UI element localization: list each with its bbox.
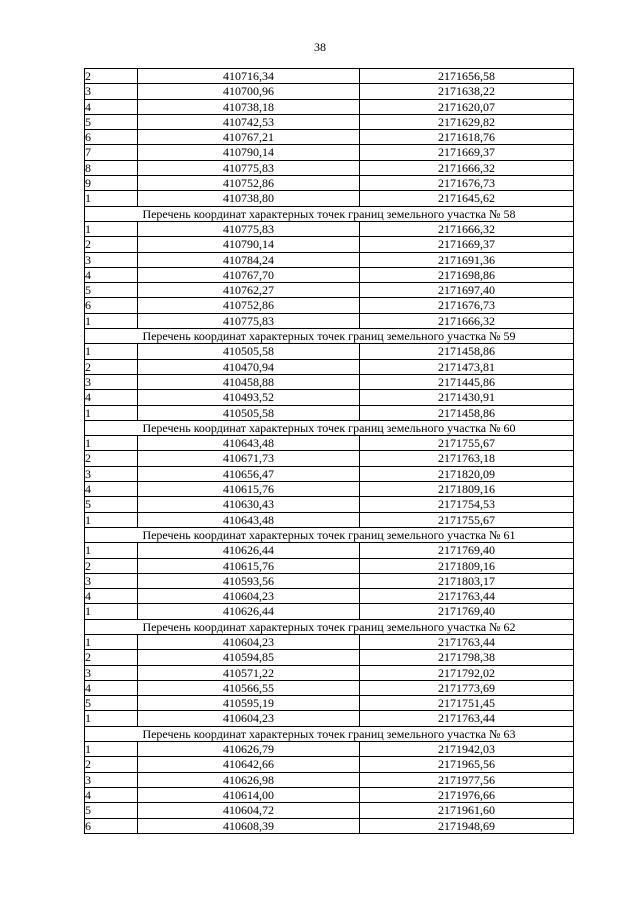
x-coordinate-cell: 410626,44 xyxy=(138,543,360,558)
point-number-cell: 1 xyxy=(85,191,138,206)
point-number-cell: 2 xyxy=(85,359,138,374)
x-coordinate-cell: 410790,14 xyxy=(138,237,360,252)
table-row xyxy=(85,145,574,160)
point-number-cell: 2 xyxy=(85,650,138,665)
x-coordinate-cell: 410566,55 xyxy=(138,680,360,695)
y-coordinate-cell: 2171809,16 xyxy=(360,482,574,497)
point-number-cell: 3 xyxy=(85,374,138,389)
x-coordinate-cell: 410790,14 xyxy=(138,145,360,160)
point-number-cell: 1 xyxy=(85,313,138,328)
x-coordinate-cell: 410594,85 xyxy=(138,650,360,665)
table-row xyxy=(85,84,574,99)
x-coordinate-cell: 410656,47 xyxy=(138,466,360,481)
section-heading: Перечень координат характерных точек границ земельного участка № 59 xyxy=(85,329,574,344)
point-number-cell: 1 xyxy=(85,742,138,757)
table-row xyxy=(85,680,574,695)
x-coordinate-cell: 410493,52 xyxy=(138,390,360,405)
table-row xyxy=(85,283,574,298)
x-coordinate-cell: 410615,76 xyxy=(138,482,360,497)
table-row xyxy=(85,298,574,313)
point-number-cell: 6 xyxy=(85,818,138,833)
x-coordinate-cell: 410604,23 xyxy=(138,589,360,604)
table-row xyxy=(85,451,574,466)
point-number-cell: 3 xyxy=(85,772,138,787)
point-number-cell: 1 xyxy=(85,543,138,558)
x-coordinate-cell: 410775,83 xyxy=(138,160,360,175)
table-row xyxy=(85,634,574,649)
x-coordinate-cell: 410630,43 xyxy=(138,497,360,512)
y-coordinate-cell: 2171691,36 xyxy=(360,252,574,267)
x-coordinate-cell: 410767,21 xyxy=(138,130,360,145)
section-heading: Перечень координат характерных точек границ земельного участка № 63 xyxy=(85,726,574,741)
y-coordinate-cell: 2171763,18 xyxy=(360,451,574,466)
y-coordinate-cell: 2171976,66 xyxy=(360,787,574,802)
x-coordinate-cell: 410505,58 xyxy=(138,405,360,420)
point-number-cell: 4 xyxy=(85,589,138,604)
section-heading: Перечень координат характерных точек границ земельного участка № 61 xyxy=(85,527,574,542)
y-coordinate-cell: 2171977,56 xyxy=(360,772,574,787)
y-coordinate-cell: 2171698,86 xyxy=(360,267,574,282)
x-coordinate-cell: 410742,53 xyxy=(138,114,360,129)
table-row xyxy=(85,374,574,389)
x-coordinate-cell: 410593,56 xyxy=(138,573,360,588)
y-coordinate-cell: 2171629,82 xyxy=(360,114,574,129)
y-coordinate-cell: 2171666,32 xyxy=(360,313,574,328)
table-row xyxy=(85,99,574,114)
y-coordinate-cell: 2171961,60 xyxy=(360,803,574,818)
section-heading-row xyxy=(85,206,574,221)
x-coordinate-cell: 410775,83 xyxy=(138,313,360,328)
y-coordinate-cell: 2171445,86 xyxy=(360,374,574,389)
table-row xyxy=(85,742,574,757)
point-number-cell: 4 xyxy=(85,390,138,405)
table-row xyxy=(85,757,574,772)
table-row xyxy=(85,803,574,818)
x-coordinate-cell: 410604,23 xyxy=(138,634,360,649)
table-row xyxy=(85,221,574,236)
x-coordinate-cell: 410762,27 xyxy=(138,283,360,298)
x-coordinate-cell: 410752,86 xyxy=(138,176,360,191)
table-row xyxy=(85,482,574,497)
y-coordinate-cell: 2171948,69 xyxy=(360,818,574,833)
point-number-cell: 7 xyxy=(85,145,138,160)
x-coordinate-cell: 410738,80 xyxy=(138,191,360,206)
point-number-cell: 8 xyxy=(85,160,138,175)
x-coordinate-cell: 410752,86 xyxy=(138,298,360,313)
coordinates-table-body xyxy=(85,69,574,834)
y-coordinate-cell: 2171769,40 xyxy=(360,604,574,619)
section-heading: Перечень координат характерных точек границ земельного участка № 58 xyxy=(85,206,574,221)
section-heading-row xyxy=(85,726,574,741)
x-coordinate-cell: 410784,24 xyxy=(138,252,360,267)
x-coordinate-cell: 410775,83 xyxy=(138,221,360,236)
y-coordinate-cell: 2171754,53 xyxy=(360,497,574,512)
x-coordinate-cell: 410571,22 xyxy=(138,665,360,680)
table-row xyxy=(85,252,574,267)
table-row xyxy=(85,390,574,405)
y-coordinate-cell: 2171666,32 xyxy=(360,160,574,175)
point-number-cell: 1 xyxy=(85,436,138,451)
table-row xyxy=(85,359,574,374)
x-coordinate-cell: 410614,00 xyxy=(138,787,360,802)
x-coordinate-cell: 410505,58 xyxy=(138,344,360,359)
point-number-cell: 5 xyxy=(85,803,138,818)
table-row xyxy=(85,160,574,175)
point-number-cell: 1 xyxy=(85,711,138,726)
y-coordinate-cell: 2171669,37 xyxy=(360,237,574,252)
table-row xyxy=(85,176,574,191)
table-row xyxy=(85,558,574,573)
point-number-cell: 5 xyxy=(85,696,138,711)
point-number-cell: 5 xyxy=(85,283,138,298)
x-coordinate-cell: 410595,19 xyxy=(138,696,360,711)
table-row xyxy=(85,405,574,420)
x-coordinate-cell: 410608,39 xyxy=(138,818,360,833)
x-coordinate-cell: 410767,70 xyxy=(138,267,360,282)
y-coordinate-cell: 2171645,62 xyxy=(360,191,574,206)
x-coordinate-cell: 410643,48 xyxy=(138,436,360,451)
point-number-cell: 3 xyxy=(85,252,138,267)
point-number-cell: 2 xyxy=(85,451,138,466)
table-row xyxy=(85,711,574,726)
table-row xyxy=(85,573,574,588)
section-heading: Перечень координат характерных точек границ земельного участка № 62 xyxy=(85,619,574,634)
section-heading-row xyxy=(85,420,574,435)
table-row xyxy=(85,650,574,665)
table-row xyxy=(85,344,574,359)
point-number-cell: 4 xyxy=(85,787,138,802)
table-row xyxy=(85,543,574,558)
y-coordinate-cell: 2171965,56 xyxy=(360,757,574,772)
coordinates-table xyxy=(84,68,574,834)
table-row xyxy=(85,267,574,282)
table-row xyxy=(85,237,574,252)
y-coordinate-cell: 2171792,02 xyxy=(360,665,574,680)
section-heading-row xyxy=(85,527,574,542)
table-row xyxy=(85,818,574,833)
y-coordinate-cell: 2171751,45 xyxy=(360,696,574,711)
point-number-cell: 1 xyxy=(85,604,138,619)
x-coordinate-cell: 410643,48 xyxy=(138,512,360,527)
x-coordinate-cell: 410738,18 xyxy=(138,99,360,114)
y-coordinate-cell: 2171458,86 xyxy=(360,405,574,420)
table-row xyxy=(85,191,574,206)
y-coordinate-cell: 2171697,40 xyxy=(360,283,574,298)
point-number-cell: 2 xyxy=(85,558,138,573)
x-coordinate-cell: 410626,98 xyxy=(138,772,360,787)
table-row xyxy=(85,436,574,451)
section-heading: Перечень координат характерных точек границ земельного участка № 60 xyxy=(85,420,574,435)
point-number-cell: 4 xyxy=(85,99,138,114)
y-coordinate-cell: 2171809,16 xyxy=(360,558,574,573)
table-row xyxy=(85,497,574,512)
x-coordinate-cell: 410716,34 xyxy=(138,69,360,84)
y-coordinate-cell: 2171669,37 xyxy=(360,145,574,160)
point-number-cell: 2 xyxy=(85,757,138,772)
x-coordinate-cell: 410642,66 xyxy=(138,757,360,772)
table-row xyxy=(85,696,574,711)
x-coordinate-cell: 410626,79 xyxy=(138,742,360,757)
point-number-cell: 3 xyxy=(85,665,138,680)
point-number-cell: 5 xyxy=(85,114,138,129)
y-coordinate-cell: 2171820,09 xyxy=(360,466,574,481)
point-number-cell: 3 xyxy=(85,466,138,481)
x-coordinate-cell: 410700,96 xyxy=(138,84,360,99)
x-coordinate-cell: 410604,23 xyxy=(138,711,360,726)
y-coordinate-cell: 2171473,81 xyxy=(360,359,574,374)
table-row xyxy=(85,512,574,527)
y-coordinate-cell: 2171676,73 xyxy=(360,298,574,313)
point-number-cell: 3 xyxy=(85,84,138,99)
point-number-cell: 4 xyxy=(85,482,138,497)
point-number-cell: 9 xyxy=(85,176,138,191)
table-row xyxy=(85,130,574,145)
x-coordinate-cell: 410458,88 xyxy=(138,374,360,389)
table-row xyxy=(85,604,574,619)
table-row xyxy=(85,772,574,787)
point-number-cell: 5 xyxy=(85,497,138,512)
point-number-cell: 1 xyxy=(85,634,138,649)
y-coordinate-cell: 2171942,03 xyxy=(360,742,574,757)
table-row xyxy=(85,665,574,680)
y-coordinate-cell: 2171763,44 xyxy=(360,589,574,604)
table-row xyxy=(85,787,574,802)
point-number-cell: 1 xyxy=(85,512,138,527)
y-coordinate-cell: 2171798,38 xyxy=(360,650,574,665)
point-number-cell: 1 xyxy=(85,221,138,236)
table-row xyxy=(85,114,574,129)
table-row xyxy=(85,69,574,84)
y-coordinate-cell: 2171458,86 xyxy=(360,344,574,359)
x-coordinate-cell: 410626,44 xyxy=(138,604,360,619)
table-row xyxy=(85,313,574,328)
point-number-cell: 2 xyxy=(85,237,138,252)
y-coordinate-cell: 2171620,07 xyxy=(360,99,574,114)
x-coordinate-cell: 410615,76 xyxy=(138,558,360,573)
page-number: 38 xyxy=(314,40,326,54)
point-number-cell: 4 xyxy=(85,680,138,695)
point-number-cell: 1 xyxy=(85,344,138,359)
y-coordinate-cell: 2171618,76 xyxy=(360,130,574,145)
table-row xyxy=(85,466,574,481)
section-heading-row xyxy=(85,329,574,344)
y-coordinate-cell: 2171755,67 xyxy=(360,512,574,527)
y-coordinate-cell: 2171656,58 xyxy=(360,69,574,84)
table-row xyxy=(85,589,574,604)
x-coordinate-cell: 410470,94 xyxy=(138,359,360,374)
y-coordinate-cell: 2171773,69 xyxy=(360,680,574,695)
x-coordinate-cell: 410671,73 xyxy=(138,451,360,466)
point-number-cell: 6 xyxy=(85,298,138,313)
y-coordinate-cell: 2171666,32 xyxy=(360,221,574,236)
point-number-cell: 6 xyxy=(85,130,138,145)
y-coordinate-cell: 2171430,91 xyxy=(360,390,574,405)
point-number-cell: 1 xyxy=(85,405,138,420)
section-heading-row xyxy=(85,619,574,634)
y-coordinate-cell: 2171763,44 xyxy=(360,634,574,649)
point-number-cell: 3 xyxy=(85,573,138,588)
x-coordinate-cell: 410604,72 xyxy=(138,803,360,818)
y-coordinate-cell: 2171638,22 xyxy=(360,84,574,99)
y-coordinate-cell: 2171755,67 xyxy=(360,436,574,451)
point-number-cell: 2 xyxy=(85,69,138,84)
y-coordinate-cell: 2171763,44 xyxy=(360,711,574,726)
point-number-cell: 4 xyxy=(85,267,138,282)
y-coordinate-cell: 2171803,17 xyxy=(360,573,574,588)
y-coordinate-cell: 2171769,40 xyxy=(360,543,574,558)
y-coordinate-cell: 2171676,73 xyxy=(360,176,574,191)
